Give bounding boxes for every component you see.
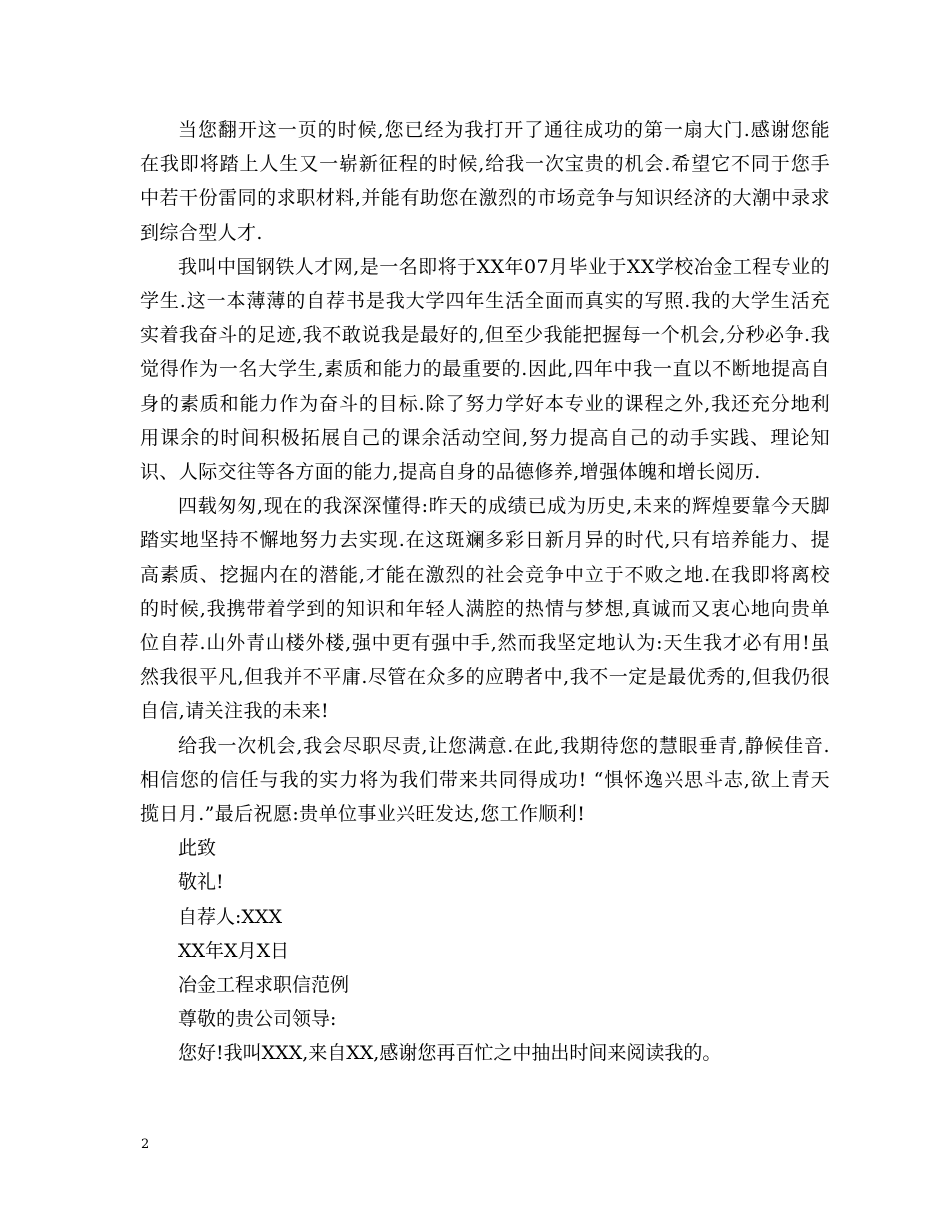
paragraph-intro: 当您翻开这一页的时候,您已经为我打开了通往成功的第一扇大门.感谢您能在我即将踏上人生又一崭新征程的时候,给我一次宝贵的机会.希望它不同于您手中若干份雷同的求职材料,并能有助您在激烈的市场竞争与知识经济的大潮中录求到综合型人才. [140, 119, 830, 244]
closing-regards: 敬礼! [178, 871, 224, 894]
paragraph-aspiration: 四载匆匆,现在的我深深懂得:昨天的成绩已成为历史,未来的辉煌要靠今天脚踏实地坚持不懈地努力去实现.在这斑斓多彩日新月异的时代,只有培养能力、提高素质、挖掘内在的潜能,才能在激烈的社会竞争中立于不败之地.在我即将离校的时候,我携带着学到的知识和年轻人满腔的热情与梦想,真诚而又衷心地向贵单位自荐.山外青山楼外楼,强中更有强中手,然而我坚定地认为:天生我才必有用!虽然我很平凡,但我并不平庸.尽管在众多的应聘者中,我不一定是最优秀的,但我仍很自信,请关注我的未来! [140, 495, 830, 723]
letter-body [140, 113, 830, 1071]
paragraph-request: 给我一次机会,我会尽职尽责,让您满意.在此,我期待您的慧眼垂青,静候佳音.相信您的信任与我的实力将为我们带来共同得成功! “惧怀逸兴思斗志,欲上青天揽日月.”最后祝愿:贵单位事业兴旺发达,您工作顺利! [140, 734, 830, 826]
closing-salutation: 此致 [178, 837, 217, 860]
paragraph-self-introduction: 我叫中国钢铁人才网,是一名即将于XX年07月毕业于XX学校冶金工程专业的学生.这一本薄薄的自荐书是我大学四年生活全面而真实的写照.我的大学生活充实着我奋斗的足迹,我不敢说我是最好的,但至少我能把握每一个机会,分秒必争.我觉得作为一名大学生,素质和能力的最重要的.因此,四年中我一直以不断地提高自身的素质和能力作为奋斗的目标.除了努力学好本专业的课程之外,我还充分地利用课余的时间积极拓展自己的课余活动空间,努力提高自己的动手实践、理论知识、人际交往等各方面的能力,提高自身的品德修养,增强体魄和增长阅历. [140, 255, 830, 484]
date-line: XX年X月X日 [178, 939, 290, 962]
page-number: 2 [141, 1137, 150, 1152]
section-title: 冶金工程求职信范例 [178, 974, 350, 997]
signature-line: 自荐人:XXX [178, 905, 282, 928]
greeting-line: 尊敬的贵公司领导: [178, 1008, 337, 1031]
opening-line: 您好!我叫XXX,来自XX,感谢您再百忙之中抽出时间来阅读我的。 [178, 1042, 722, 1065]
